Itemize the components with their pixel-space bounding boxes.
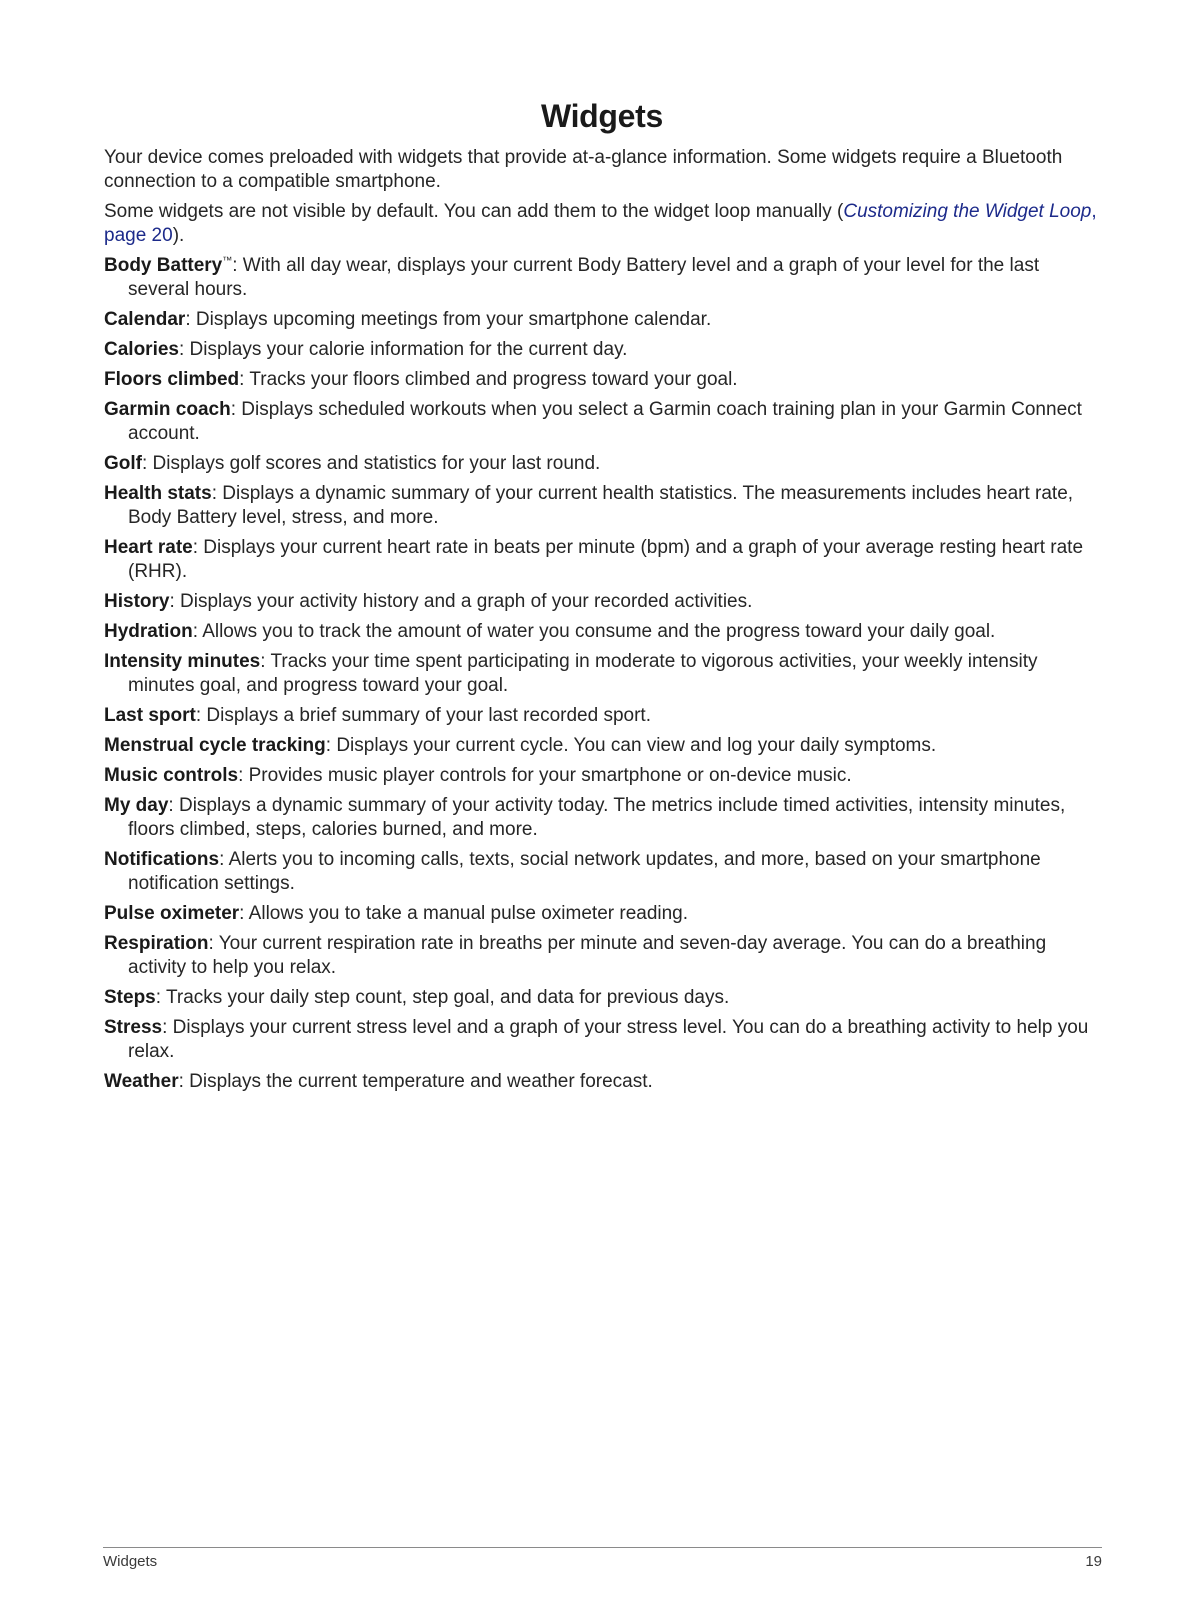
widget-description: : Displays upcoming meetings from your smartphone calendar. <box>185 309 712 330</box>
widget-definition <box>104 734 1104 758</box>
widget-term: Respiration <box>104 933 209 954</box>
widget-description: : Tracks your daily step count, step goal, and data for previous days. <box>155 987 730 1008</box>
widget-description: : Allows you to take a manual pulse oximeter reading. <box>239 903 689 924</box>
widget-description: : Displays golf scores and statistics for your last round. <box>142 453 601 474</box>
widget-term: Steps <box>104 987 156 1008</box>
widget-term: Floors climbed <box>104 369 240 390</box>
widget-term: Last sport <box>104 705 196 726</box>
trademark-symbol: ™ <box>222 255 233 267</box>
widget-definition <box>104 338 1104 362</box>
widget-definition <box>104 932 1104 980</box>
widget-description: : Alerts you to incoming calls, texts, social network updates, and more, based on your smartphone notification settings. <box>128 849 1041 894</box>
widget-definition <box>104 986 1104 1010</box>
widget-description: : Displays your current heart rate in beats per minute (bpm) and a graph of your average resting heart rate (RHR). <box>128 537 1084 582</box>
widget-description: : Tracks your time spent participating in moderate to vigorous activities, your weekly intensity minutes goal, and progress toward your goal. <box>128 651 1038 696</box>
widget-definition <box>104 590 1104 614</box>
widget-definition <box>104 848 1104 896</box>
widget-term: Heart rate <box>104 537 193 558</box>
widget-term: Health stats <box>104 483 212 504</box>
widget-definition-list <box>104 254 1104 1094</box>
widget-description: : Displays your current cycle. You can view and log your daily symptoms. <box>325 735 937 756</box>
widget-term: Hydration <box>104 621 193 642</box>
widget-definition <box>104 704 1104 728</box>
widget-description: : Your current respiration rate in breaths per minute and seven-day average. You can do a breathing activity to help you relax. <box>128 933 1047 978</box>
widget-definition <box>104 254 1104 302</box>
widget-term: Notifications <box>104 849 220 870</box>
footer-divider <box>103 1547 1102 1548</box>
widget-term: Music controls <box>104 765 239 786</box>
default-visibility-paragraph <box>104 200 1104 248</box>
widgets-content <box>104 146 1104 1100</box>
widget-description: : Displays a dynamic summary of your current health statistics. The measurements includes heart rate, Body Battery level, stress, and more. <box>128 483 1074 528</box>
widget-description: : Displays a dynamic summary of your activity today. The metrics include timed activities, intensity minutes, floors climbed, steps, calories burned, and more. <box>128 795 1066 840</box>
widget-term: Calendar <box>104 309 186 330</box>
footer-page-number: 19 <box>1085 1553 1102 1570</box>
widget-definition <box>104 308 1104 332</box>
widget-definition <box>104 1070 1104 1094</box>
widget-description: : Displays scheduled workouts when you select a Garmin coach training plan in your Garmin Connect account. <box>128 399 1082 444</box>
widget-definition <box>104 1016 1104 1064</box>
page-title: Widgets <box>540 98 664 134</box>
widget-term: Golf <box>104 453 142 474</box>
widget-definition <box>104 650 1104 698</box>
widget-definition <box>104 764 1104 788</box>
link-title: Customizing the Widget Loop <box>843 201 1092 222</box>
widget-description: : Provides music player controls for your smartphone or on-device music. <box>238 765 852 786</box>
widget-description: : Displays the current temperature and weather forecast. <box>178 1071 653 1092</box>
widget-definition <box>104 398 1104 446</box>
widget-description: : Displays your current stress level and a graph of your stress level. You can do a breathing activity to help you relax. <box>128 1017 1089 1062</box>
widget-definition <box>104 620 1104 644</box>
widget-term: My day <box>104 795 169 816</box>
widget-term: Stress <box>104 1017 163 1038</box>
widget-description: : With all day wear, displays your current Body Battery level and a graph of your level for the last several hours. <box>128 255 1040 300</box>
widget-term: History <box>104 591 170 612</box>
widget-description: : Displays your activity history and a graph of your recorded activities. <box>169 591 753 612</box>
widget-definition <box>104 482 1104 530</box>
widget-term: Garmin coach <box>104 399 231 420</box>
widget-term: Weather <box>104 1071 179 1092</box>
widget-definition <box>104 902 1104 926</box>
widget-term: Intensity minutes <box>104 651 261 672</box>
widget-term: Body Battery <box>104 255 223 276</box>
widget-description: : Displays a brief summary of your last recorded sport. <box>195 705 651 726</box>
widget-term: Pulse oximeter <box>104 903 240 924</box>
paragraph-text-end: ). <box>172 225 185 246</box>
intro-paragraph: Your device comes preloaded with widgets that provide at-a-glance information. Some widgets require a Bluetooth connection to a compatible smartphone. <box>104 147 1063 192</box>
widget-term: Menstrual cycle tracking <box>104 735 326 756</box>
widget-description: : Displays your calorie information for the current day. <box>178 339 628 360</box>
widget-definition <box>104 452 1104 476</box>
footer-section-name: Widgets <box>103 1553 158 1570</box>
widget-definition <box>104 794 1104 842</box>
widget-definition <box>104 368 1104 392</box>
paragraph-text: Some widgets are not visible by default. You can add them to the widget loop manually ( <box>104 201 844 222</box>
widget-term: Calories <box>104 339 179 360</box>
link-page: , page 20 <box>104 201 1097 246</box>
widget-description: : Tracks your floors climbed and progress toward your goal. <box>239 369 738 390</box>
widget-definition <box>104 536 1104 584</box>
widget-description: : Allows you to track the amount of water you consume and the progress toward your daily goal. <box>192 621 996 642</box>
